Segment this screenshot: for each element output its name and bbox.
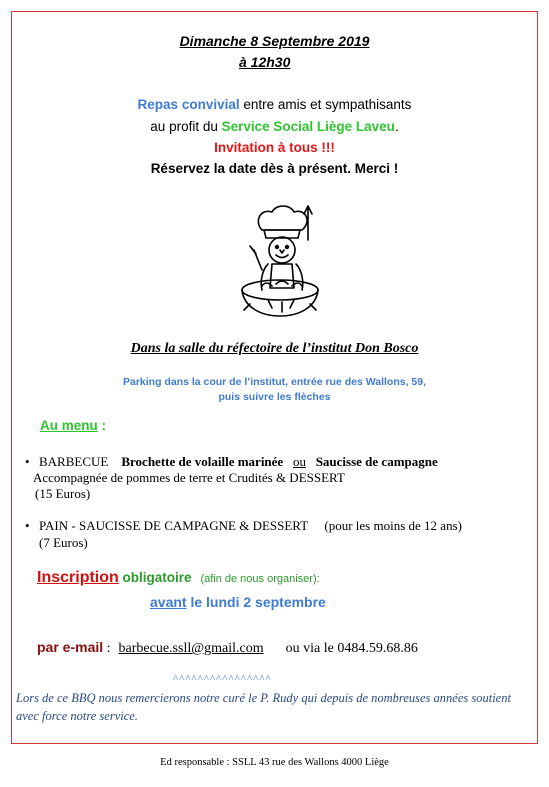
menu-title: Au menu (40, 418, 98, 433)
invitation-line: Invitation à tous !!! (214, 140, 335, 155)
save-the-date-line: Réservez la date dès à présent. Merci ! (150, 161, 399, 176)
deadline-line (150, 594, 326, 610)
intro-line-2 (11, 119, 538, 134)
registration-note: (afin de nous organiser): (200, 573, 320, 585)
deadline-date: le lundi 2 septembre (186, 594, 326, 610)
menu-item-name: BARBECUE (39, 454, 109, 469)
dish-option-1: Brochette de volaille marinée (121, 454, 284, 469)
intro-highlight: Repas convivial (137, 97, 240, 112)
registration-mandatory: obligatoire (118, 570, 192, 585)
email-link[interactable]: barbecue.ssll@gmail.com (118, 641, 264, 656)
event-date: Dimanche 8 Septembre 2019 (179, 33, 370, 49)
organizer-name: Service Social Liège Laveu (221, 119, 395, 134)
decorative-carets: ^^^^^^^^^^^^^^^^ (173, 673, 272, 685)
bullet-icon: • (25, 518, 30, 533)
menu-item-sides: Accompagnée de pommes de terre et Crudités & DESSERT (33, 470, 345, 485)
menu-item-price: (7 Euros) (39, 535, 88, 550)
intro-line-2-start: au profit du (150, 119, 222, 134)
bullet-icon: • (25, 454, 30, 469)
parking-line-1: Parking dans la cour de l’institut, entrée rue des Wallons, 59, (122, 376, 427, 388)
closing-note: Lors de ce BBQ nous remercierons notre curé le P. Rudy qui depuis de nombreuses années soutient avec force notre service. (16, 691, 511, 723)
registration-line (37, 569, 320, 587)
parking-info (11, 375, 538, 405)
phone-number: ou via le 0484.59.68.86 (285, 641, 418, 656)
or-connector: ou (292, 454, 306, 469)
email-label: par e-mail (37, 639, 104, 655)
menu-item-price: (15 Euros) (35, 486, 91, 501)
menu-colon: : (97, 418, 107, 433)
bbq-chef-icon (232, 200, 328, 322)
menu-heading (40, 418, 106, 433)
menu-item-barbecue (25, 454, 438, 470)
deadline-before: avant (150, 594, 187, 610)
menu-item-note: (pour les moins de 12 ans) (324, 518, 462, 533)
event-time: à 12h30 (239, 54, 291, 70)
intro-line-1 (11, 97, 538, 112)
menu-item-name: PAIN - SAUCISSE DE CAMPAGNE & DESSERT (39, 518, 309, 533)
intro-line-1-rest: entre amis et sympathisants (239, 97, 412, 112)
parking-line-2: puis suivre les flèches (218, 391, 331, 403)
venue-title: Dans la salle du réfectoire de l’institut Don Bosco (130, 341, 419, 356)
registration-title: Inscription (37, 569, 119, 586)
intro-line-2-end: . (394, 119, 399, 134)
email-separator: : (103, 641, 111, 656)
menu-item-kids (25, 518, 462, 534)
dish-option-2: Saucisse de campagne (315, 454, 438, 469)
publisher-footer: Ed responsable : SSLL 43 rue des Wallons 4000 Liège (160, 757, 389, 768)
contact-line (37, 639, 418, 657)
